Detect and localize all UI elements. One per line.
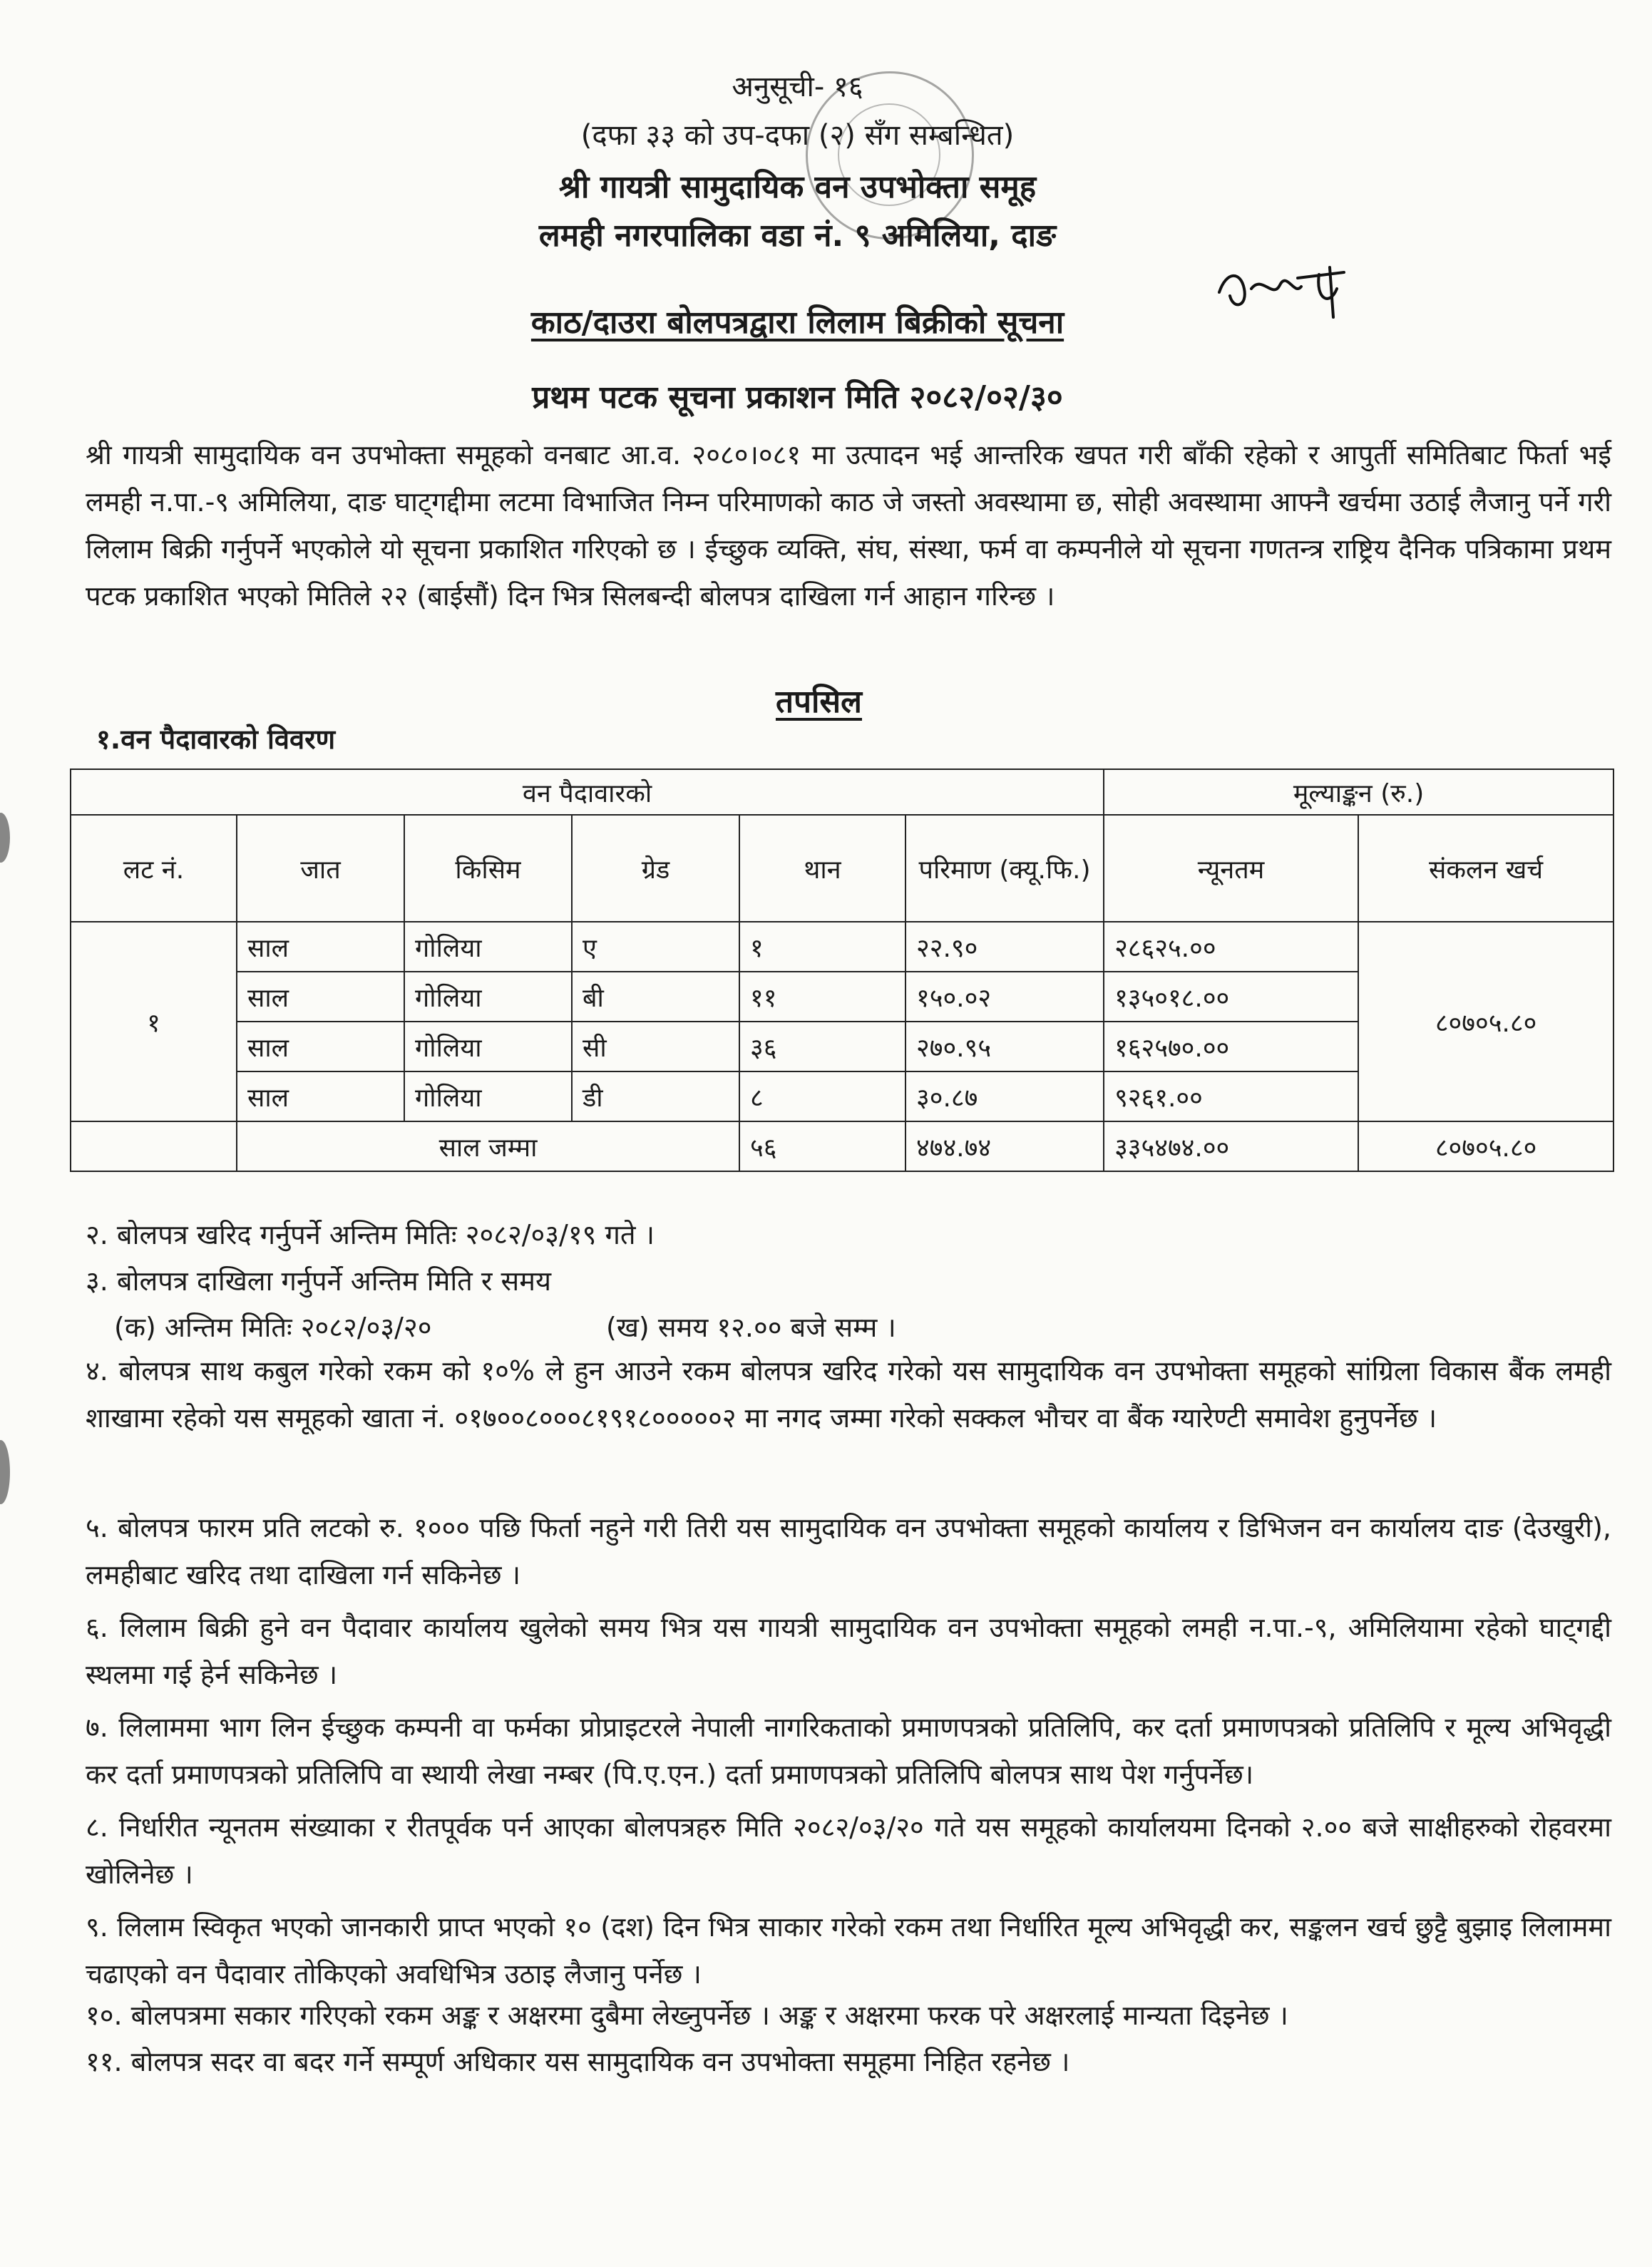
lot-number: १	[71, 922, 237, 1121]
cell-count: ३६	[739, 1022, 905, 1071]
cell-minimum: १३५०१८.००	[1104, 972, 1358, 1022]
col-header-collection-cost: संकलन खर्च	[1358, 815, 1613, 922]
organization-name: श्री गायत्री सामुदायिक वन उपभोक्ता समूह	[558, 169, 1037, 205]
cell-count: ११	[739, 972, 905, 1022]
cell-type: गोलिया	[404, 1022, 572, 1071]
item-3b: (ख) समय १२.०० बजे सम्म ।	[606, 1312, 896, 1343]
item-6: ६. लिलाम बिक्री हुने वन पैदावार कार्यालय खुलेको समय भित्र यस गायत्री सामुदायिक वन उपभोक्ता समूहको लमही न.पा.-९, अमिलियामा रहेको घाट्गद्दी स्थलमा गई हेर्न सकिनेछ ।	[86, 1612, 1611, 1690]
cell-species: साल	[237, 1022, 404, 1071]
col-header-minimum: न्यूनतम	[1104, 815, 1358, 922]
organization-address: लमही नगरपालिका वडा नं. ९ अमिलिया, दाङ	[538, 217, 1057, 254]
cell-volume: १५०.०२	[905, 972, 1104, 1022]
col-header-volume: परिमाण (क्यू.फि.)	[905, 815, 1104, 922]
publication-date: प्रथम पटक सूचना प्रकाशन मिति २०८२/०२/३०	[532, 379, 1063, 416]
col-header-count: थान	[739, 815, 905, 922]
total-collection-cost: ८०७०५.८०	[1358, 1121, 1613, 1171]
cell-collection-cost: ८०७०५.८०	[1358, 922, 1613, 1121]
cell-type: गोलिया	[404, 1071, 572, 1121]
group-header-forest: वन पैदावारको	[71, 769, 1104, 815]
item-2: २. बोलपत्र खरिद गर्नुपर्ने अन्तिम मितिः २०८२/०३/१९ गते ।	[86, 1219, 655, 1250]
cell-count: १	[739, 922, 905, 972]
section-title: तपसिल	[775, 684, 863, 720]
item-10: १०. बोलपत्रमा सकार गरिएको रकम अङ्क र अक्षरमा दुबैमा लेख्नुपर्नेछ । अङ्क र अक्षरमा फरक परे अक्षरलाई मान्यता दिइनेछ ।	[86, 2000, 1288, 2031]
cell-minimum: १६२५७०.००	[1104, 1022, 1358, 1071]
cell-volume: २२.९०	[905, 922, 1104, 972]
cell-volume: २७०.९५	[905, 1022, 1104, 1071]
table-total-row	[71, 1121, 1613, 1171]
cell-type: गोलिया	[404, 922, 572, 972]
cell-grade: ए	[572, 922, 739, 972]
item-8: ८. निर्धारीत न्यूनतम संख्याका र रीतपूर्वक पर्न आएका बोलपत्रहरु मिति २०८२/०३/२० गते यस समूहको कार्यालयमा दिनको २.०० बजे साक्षीहरुको रोहवरमा खोलिनेछ ।	[86, 1811, 1611, 1890]
item-4: ४. बोलपत्र साथ कबुल गरेको रकम को १०% ले हुन आउने रकम बोलपत्र खरिद गरेको यस सामुदायिक वन उपभोक्ता समूहको सांग्रिला विकास बैंक लमही शाखामा रहेको यस समूहको खाता नं. ०१७००८०००८१९१८०००००२ मा नगद जम्मा गरेको सक्कल भौचर वा बैंक ग्यारेण्टी समावेश हुनुपर्नेछ ।	[86, 1355, 1611, 1434]
group-header-valuation: मूल्याङ्कन (रु.)	[1104, 769, 1613, 815]
schedule-label: अनुसूची- १६	[732, 71, 863, 103]
item-7: ७. लिलाममा भाग लिन ईच्छुक कम्पनी वा फर्मका प्रोप्राइटरले नेपाली नागरिकताको प्रमाणपत्रको प्रतिलिपि, कर दर्ता प्रमाणपत्रको प्रतिलिपि र मूल्य अभिवृद्धी कर दर्ता प्रमाणपत्रको प्रतिलिपि वा स्थायी लेखा नम्बर (पि.ए.एन.) दर्ता प्रमाणपत्रको प्रतिलिपि बोलपत्र साथ पेश गर्नुपर्नेछ।	[86, 1712, 1611, 1790]
cell-volume: ३०.८७	[905, 1071, 1104, 1121]
cell-minimum: २८६२५.००	[1104, 922, 1358, 972]
col-header-lot: लट नं.	[71, 815, 237, 922]
cell-grade: सी	[572, 1022, 739, 1071]
total-count: ५६	[739, 1121, 905, 1171]
total-volume: ४७४.७४	[905, 1121, 1104, 1171]
cell-species: साल	[237, 922, 404, 972]
col-header-grade: ग्रेड	[572, 815, 739, 922]
cell-grade: डी	[572, 1071, 739, 1121]
col-header-type: किसिम	[404, 815, 572, 922]
clause-reference: (दफा ३३ को उप-दफा (२) सँग सम्बन्धित)	[580, 119, 1015, 152]
cell-count: ८	[739, 1071, 905, 1121]
cell-species: साल	[237, 972, 404, 1022]
item-5: ५. बोलपत्र फारम प्रति लटको रु. १००० पछि फिर्ता नहुने गरी तिरी यस सामुदायिक वन उपभोक्ता समूहको कार्यालय र डिभिजन वन कार्यालय दाङ (देउखुरी), लमहीबाट खरिद तथा दाखिला गर्न सकिनेछ ।	[86, 1512, 1611, 1590]
total-minimum: ३३५४७४.००	[1104, 1121, 1358, 1171]
item-11: ११. बोलपत्र सदर वा बदर गर्ने सम्पूर्ण अधिकार यस सामुदायिक वन उपभोक्ता समूहमा निहित रहनेछ ।	[86, 2046, 1070, 2077]
item-3: ३. बोलपत्र दाखिला गर्नुपर्ने अन्तिम मिति र समय	[86, 1265, 551, 1297]
intro-paragraph: श्री गायत्री सामुदायिक वन उपभोक्ता समूहको वनबाट आ.व. २०८०।०८१ मा उत्पादन भई आन्तरिक खपत गरी बाँकी रहेको र आपुर्ती समितिबाट फिर्ता भई लमही न.पा.-९ अमिलिया, दाङ घाट्गद्दीमा लटमा विभाजित निम्न परिमाणको काठ जे जस्तो अवस्थामा छ, सोही अवस्थामा आफ्नै खर्चमा उठाई लैजानु पर्ने गरी लिलाम बिक्री गर्नुपर्ने भएकोले यो सूचना प्रकाशित गरिएको छ । ईच्छुक व्यक्ति, संघ, संस्था, फर्म वा कम्पनीले यो सूचना गणतन्त्र राष्ट्रिय दैनिक पत्रिकामा प्रथम पटक प्रकाशित भएको मितिले २२ (बाईसौं) दिन भित्र सिलबन्दी बोलपत्र दाखिला गर्न आहान गरिन्छ ।	[86, 439, 1611, 612]
cell-minimum: ९२६१.००	[1104, 1071, 1358, 1121]
col-header-species: जात	[237, 815, 404, 922]
punch-hole-mark	[0, 1440, 10, 1504]
cell-type: गोलिया	[404, 972, 572, 1022]
item-3a: (क) अन्तिम मितिः २०८२/०३/२०	[114, 1312, 432, 1343]
total-label: साल जम्मा	[237, 1121, 739, 1171]
cell-grade: बी	[572, 972, 739, 1022]
punch-hole-mark	[0, 813, 10, 863]
table-title: १.वन पैदावारको विवरण	[96, 724, 336, 755]
item-9: ९. लिलाम स्विकृत भएको जानकारी प्राप्त भएको १० (दश) दिन भित्र साकार गरेको रकम तथा निर्धारित मूल्य अभिवृद्धी कर, सङ्कलन खर्च छुट्टै बुझाइ लिलाममा चढाएको वन पैदावार तोकिएको अवधिभित्र उठाइ लैजानु पर्नेछ ।	[86, 1911, 1611, 1990]
total-empty-cell	[71, 1121, 237, 1171]
table-row	[71, 922, 1613, 972]
forest-produce-table	[70, 768, 1614, 1172]
cell-species: साल	[237, 1071, 404, 1121]
notice-title: काठ/दाउरा बोलपत्रद्वारा लिलाम बिक्रीको सूचना	[530, 304, 1064, 341]
